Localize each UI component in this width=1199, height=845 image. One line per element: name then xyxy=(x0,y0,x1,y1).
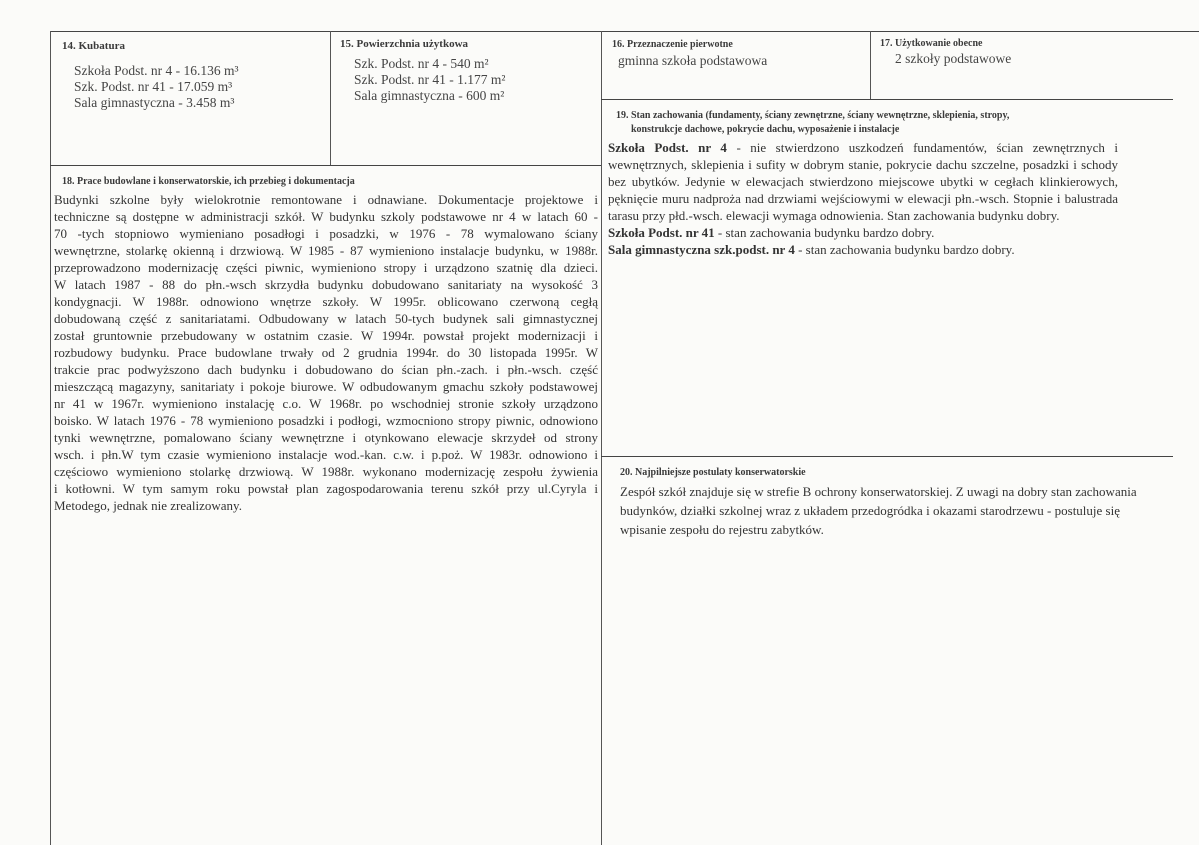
value-line: Szk. Podst. nr 4 - 540 m² xyxy=(354,56,489,71)
text-line: Zespół szkół znajduje się w strefie B ochrony konserwatorskiej. Z uwagi na dobry stan zachowania xyxy=(620,484,1137,499)
text-line: wpisanie zespołu do rejestru zabytków. xyxy=(620,522,824,537)
text: - nie stwierdzono uszkodzeń fundamentów, ścian zewnętrznych i xyxy=(726,140,1118,155)
text-line: trakcie prac podwyższono dach budynku i dobudowano do ścian płn.-zach. i płn.-wsch. część xyxy=(54,362,598,377)
text-line: i kotłowni. W tym samym roku powstał plan zagospodarowania terenu szkół przy ul.Cyryla i xyxy=(54,481,598,496)
divider xyxy=(601,456,1173,457)
value-line: Szk. Podst. nr 41 - 17.059 m³ xyxy=(74,79,233,94)
text: - stan zachowania budynku bardzo dobry. xyxy=(794,242,1015,257)
section-title: 14. Kubatura xyxy=(62,40,125,52)
divider xyxy=(870,31,871,99)
text-line: bez ubytków. Jedynie w elewacjach stwierdzono miejscowe ubytki w cegłach klinkierowych, xyxy=(608,174,1118,189)
value: gminna szkoła podstawowa xyxy=(618,53,768,68)
text: - stan zachowania budynku bardzo dobry. xyxy=(714,225,935,240)
section-title: 20. Najpilniejsze postulaty konserwatorskie xyxy=(620,467,806,478)
text-line: nr 41 w 1967r. wymieniono instalację c.o. W 1968r. po wschodniej stronie szkoły urządzono xyxy=(54,396,598,411)
text-line: wsch. i płn.W tym czasie wymieniono instalacje wod.-kan. c.w. i p.poż. W 1983r. odnowiono i xyxy=(54,447,598,462)
text-line: kondygnacji. W 1988r. odnowiono wnętrze szkoły. W 1995r. oblicowano czerwoną cegłą xyxy=(54,294,598,309)
section-title: 17. Użytkowanie obecne xyxy=(880,38,983,49)
text-line: dobudowaną część z sanitariatami. Odbudowany w latach 50-tych budynek sali gimnastycznej xyxy=(54,311,598,326)
section-title-cont: konstrukcje dachowe, pokrycie dachu, wyposażenie i instalacje xyxy=(631,124,900,135)
text-line: tarasu przy płd.-wsch. elewacji wymaga odnowienia. Stan zachowania budynku dobry. xyxy=(608,208,1060,223)
text-line: Metodego, jednak nie zrealizowany. xyxy=(54,498,242,513)
text-line: W latach 1987 - 88 do płn.-wsch skrzydła budynku dobudowano sanitariaty na wysokość 3 xyxy=(54,277,598,292)
text-line xyxy=(608,241,1118,258)
value-line: Szk. Podst. nr 41 - 1.177 m² xyxy=(354,72,506,87)
value-line: Sala gimnastyczna - 3.458 m³ xyxy=(74,95,235,110)
text-line: częściowo wymieniono stolarkę drzwiową. W 1988r. wykonano modernizację zespołu żywienia xyxy=(54,464,598,479)
section-body xyxy=(620,482,1137,539)
divider xyxy=(330,31,331,165)
text-line: boisko. W latach 1976 - 78 wymieniono posadzki i podłogi, wzmocniono stropy piwnic, odnowiono xyxy=(54,413,598,428)
text-line: budynków, działki szkolnej wraz z układem przedogródka i okazami starodrzewu - postuluje się xyxy=(620,503,1120,518)
section-body xyxy=(54,191,598,514)
text-line: techniczne są dostępne w administracji szkół. W budynku szkoly podstawowe nr 4 w latach 60 - xyxy=(54,209,598,224)
text-line: rozbudowy budynku. Prace budowlane trwały od 2 grudnia 1994r. do 30 listopada 1995r. W xyxy=(54,345,598,360)
divider xyxy=(50,165,601,166)
top-border xyxy=(50,31,1199,32)
divider xyxy=(601,99,1173,100)
section-title: 16. Przeznaczenie pierwotne xyxy=(612,39,733,50)
text-line: został gruntownie przebudowany w ostatnim czasie. W 1994r. powstał projekt modernizacji i xyxy=(54,328,598,343)
text-line: wewnętrznych, sklepienia i sufity w dobrym stanie, pokrycie dachu szczelne, posadzki i schody xyxy=(608,157,1118,172)
text-line xyxy=(608,224,1118,241)
building-label: Sala gimnastyczna szk.podst. nr 4 xyxy=(608,242,795,257)
section-title: 15. Powierzchnia użytkowa xyxy=(340,38,469,50)
divider xyxy=(601,31,602,845)
building-label: Szkoła Podst. nr 4 xyxy=(608,140,727,155)
value-line: Sala gimnastyczna - 600 m² xyxy=(354,88,505,103)
text-line xyxy=(608,139,1118,156)
building-label: Szkoła Podst. nr 41 xyxy=(608,225,715,240)
left-border xyxy=(50,31,51,845)
text-line: tynki wewnętrzne, pomalowano ściany wewnętrzne i otynkowano elewacje skrzydeł od strony xyxy=(54,430,598,445)
section-title: 19. Stan zachowania (fundamenty, ściany zewnętrzne, ściany wewnętrzne, sklepienia, stropy, xyxy=(616,110,1010,121)
text-line: przeprowadzono modernizację części piwnic, wymieniono stropy i urządzono szatnię dla dzieci. xyxy=(54,260,598,275)
text-line: 70 -tych stopniowo wymieniano posadłogi i posadzki, w 1976 - 78 wymalowano ściany xyxy=(54,226,598,241)
value: 2 szkoły podstawowe xyxy=(895,51,1012,66)
text-line: pęknięcie muru nadproża nad drzwiami wejściowymi w elewacji płn.-wsch. Stopnie i balustrada xyxy=(608,191,1118,206)
section-body xyxy=(608,139,1118,258)
value-line: Szkoła Podst. nr 4 - 16.136 m³ xyxy=(74,63,239,78)
text-line: wewnętrzne, stolarkę okienną i drzwiową. W 1985 - 87 wymieniono instalacje budynku, w 1988r. xyxy=(54,243,598,258)
section-title: 18. Prace budowlane i konserwatorskie, ich przebieg i dokumentacja xyxy=(62,176,355,187)
text-line: mieszczącą magazyny, sanitariaty i pokoje biurowe. W odbudowanym gmachu szkoły podstawowej xyxy=(54,379,598,394)
text-line: Budynki szkolne były wielokrotnie remontowane i odnawiane. Dokumentacje projektowe i xyxy=(54,192,598,207)
